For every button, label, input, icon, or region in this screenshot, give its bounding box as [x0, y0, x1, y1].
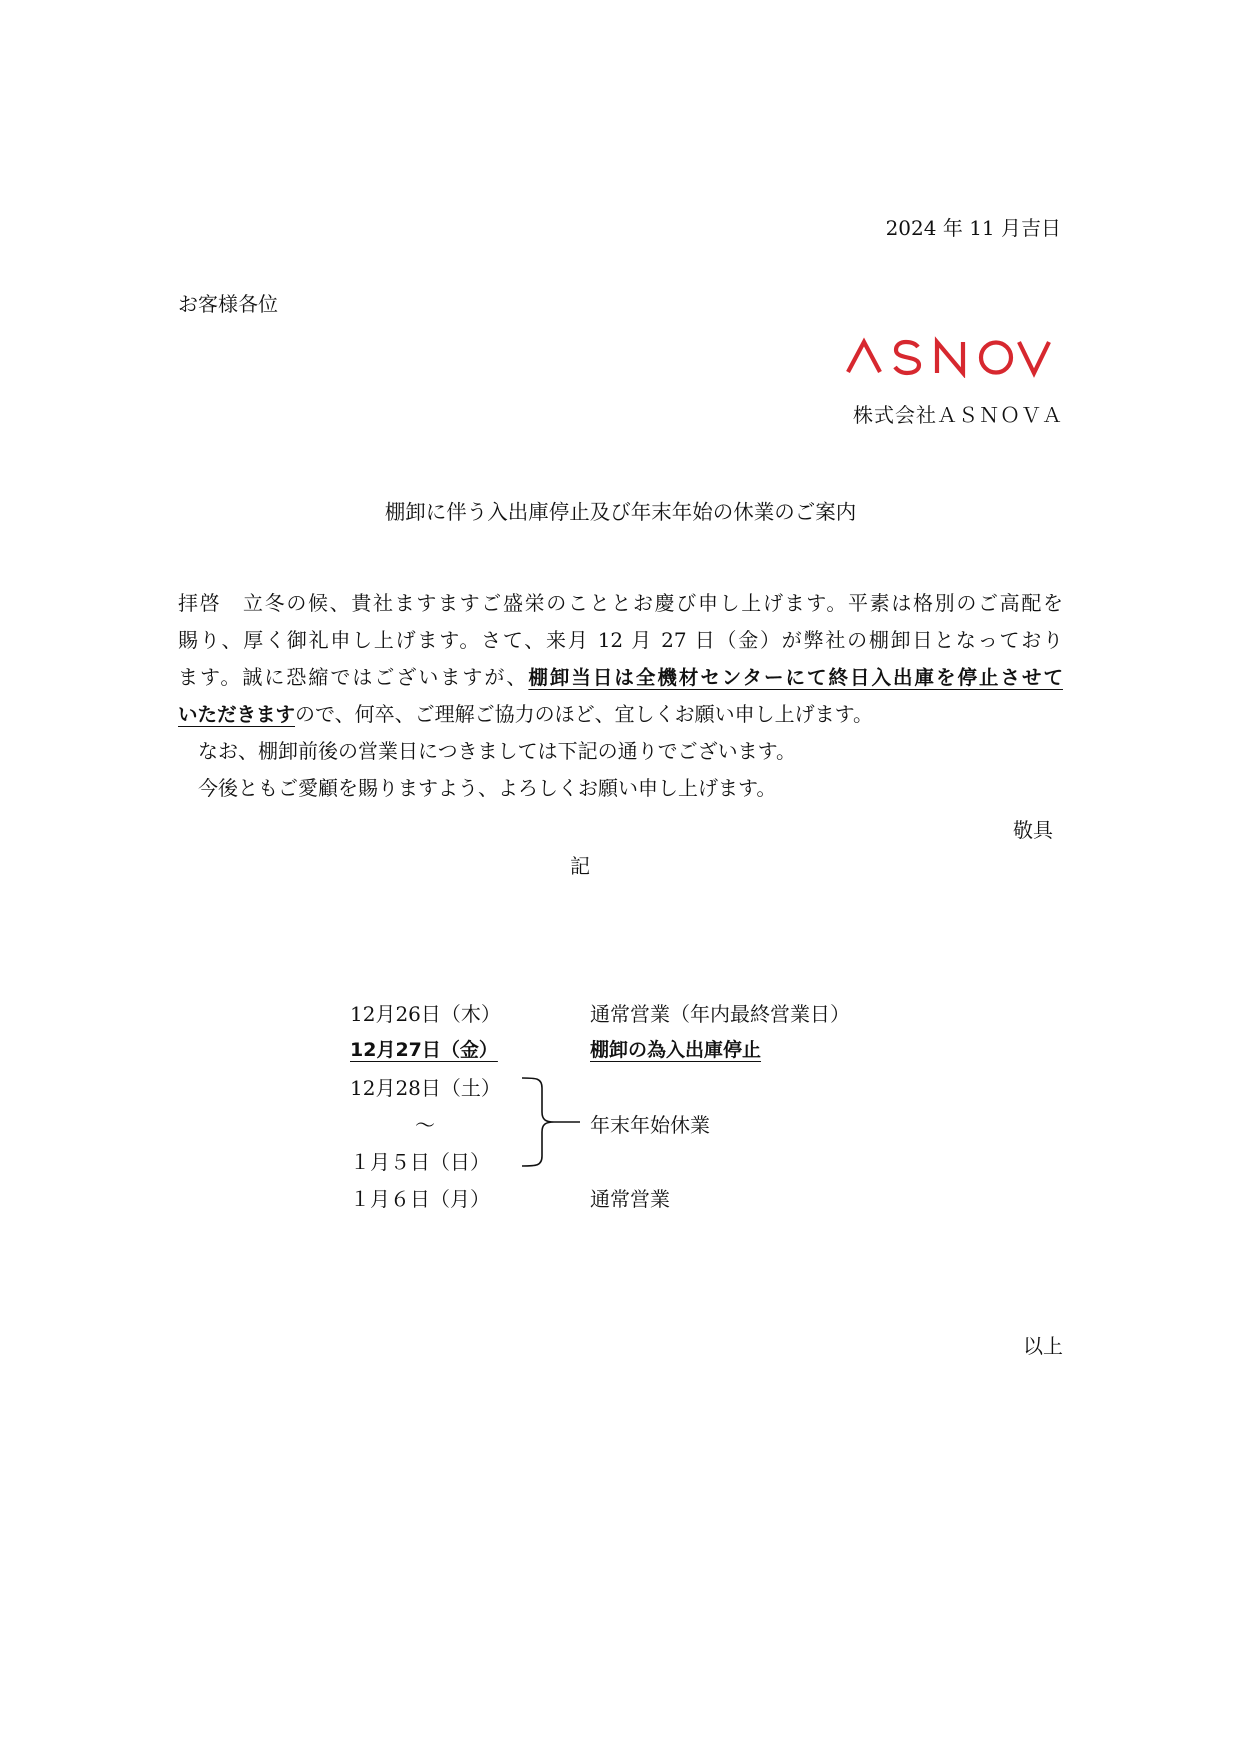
ki-heading: 記 [570, 854, 590, 878]
body-line-2: 賜り、厚く御礼申し上げます。さて、来月 12 月 27 日（金）が弊社の棚卸日となっており [178, 628, 1063, 652]
body-line-4 [178, 696, 1063, 733]
schedule-list [350, 998, 910, 1218]
body-line-3-plain: ます。誠に恐縮ではございますが、 [178, 665, 529, 689]
company-name: 株式会社ＡＳＮＯＶＡ [853, 403, 1063, 427]
body-line-6: 今後ともご愛顧を賜りますよう、よろしくお願い申し上げます。 [198, 776, 777, 800]
recipient: お客様各位 [178, 292, 278, 316]
body-line-3-emphasis: 棚卸当日は全機材センターにて終日入出庫を停止させて [528, 666, 1063, 689]
asnova-logo [846, 336, 1058, 378]
schedule-status: 棚卸の為入出庫停止 [590, 1039, 762, 1061]
schedule-row [350, 1072, 910, 1109]
range-tilde: ～ [415, 1113, 435, 1137]
document-date: 2024 年 11 月吉日 [885, 216, 1061, 240]
schedule-date: １月５日（日） [350, 1150, 490, 1174]
schedule-date: 12月27日（金） [350, 1039, 498, 1061]
body-paragraph [178, 585, 1063, 807]
body-line-5: なお、棚卸前後の営業日につきましては下記の通りでございます。 [198, 739, 796, 763]
schedule-row [350, 1109, 910, 1146]
body-line-4-plain: ので、何卒、ご理解ご協力のほど、宜しくお願い申し上げます。 [295, 702, 874, 726]
body-line-3 [178, 659, 1063, 696]
schedule-status: 通常営業 [590, 1187, 670, 1211]
schedule-status: 通常営業（年内最終営業日） [590, 1002, 850, 1026]
body-line-4-emphasis: いただきます [178, 703, 296, 726]
body-line-1: 拝啓 立冬の候、貴社ますますご盛栄のこととお慶び申し上げます。平素は格別のご高配を [178, 591, 1063, 615]
schedule-date: １月６日（月） [350, 1187, 490, 1211]
right-brace [520, 1076, 582, 1168]
schedule-date: 12月28日（土） [350, 1076, 501, 1100]
schedule-date: 12月26日（木） [350, 1002, 501, 1026]
schedule-row [350, 1183, 910, 1220]
schedule-row [350, 1146, 910, 1183]
notice-title: 棚卸に伴う入出庫停止及び年末年始の休業のご案内 [384, 500, 857, 524]
closing-keigu: 敬具 [1013, 818, 1053, 842]
holiday-label: 年末年始休業 [590, 1113, 710, 1137]
closing-ijo: 以上 [1023, 1334, 1063, 1358]
schedule-row [350, 1035, 910, 1072]
schedule-row [350, 998, 910, 1035]
